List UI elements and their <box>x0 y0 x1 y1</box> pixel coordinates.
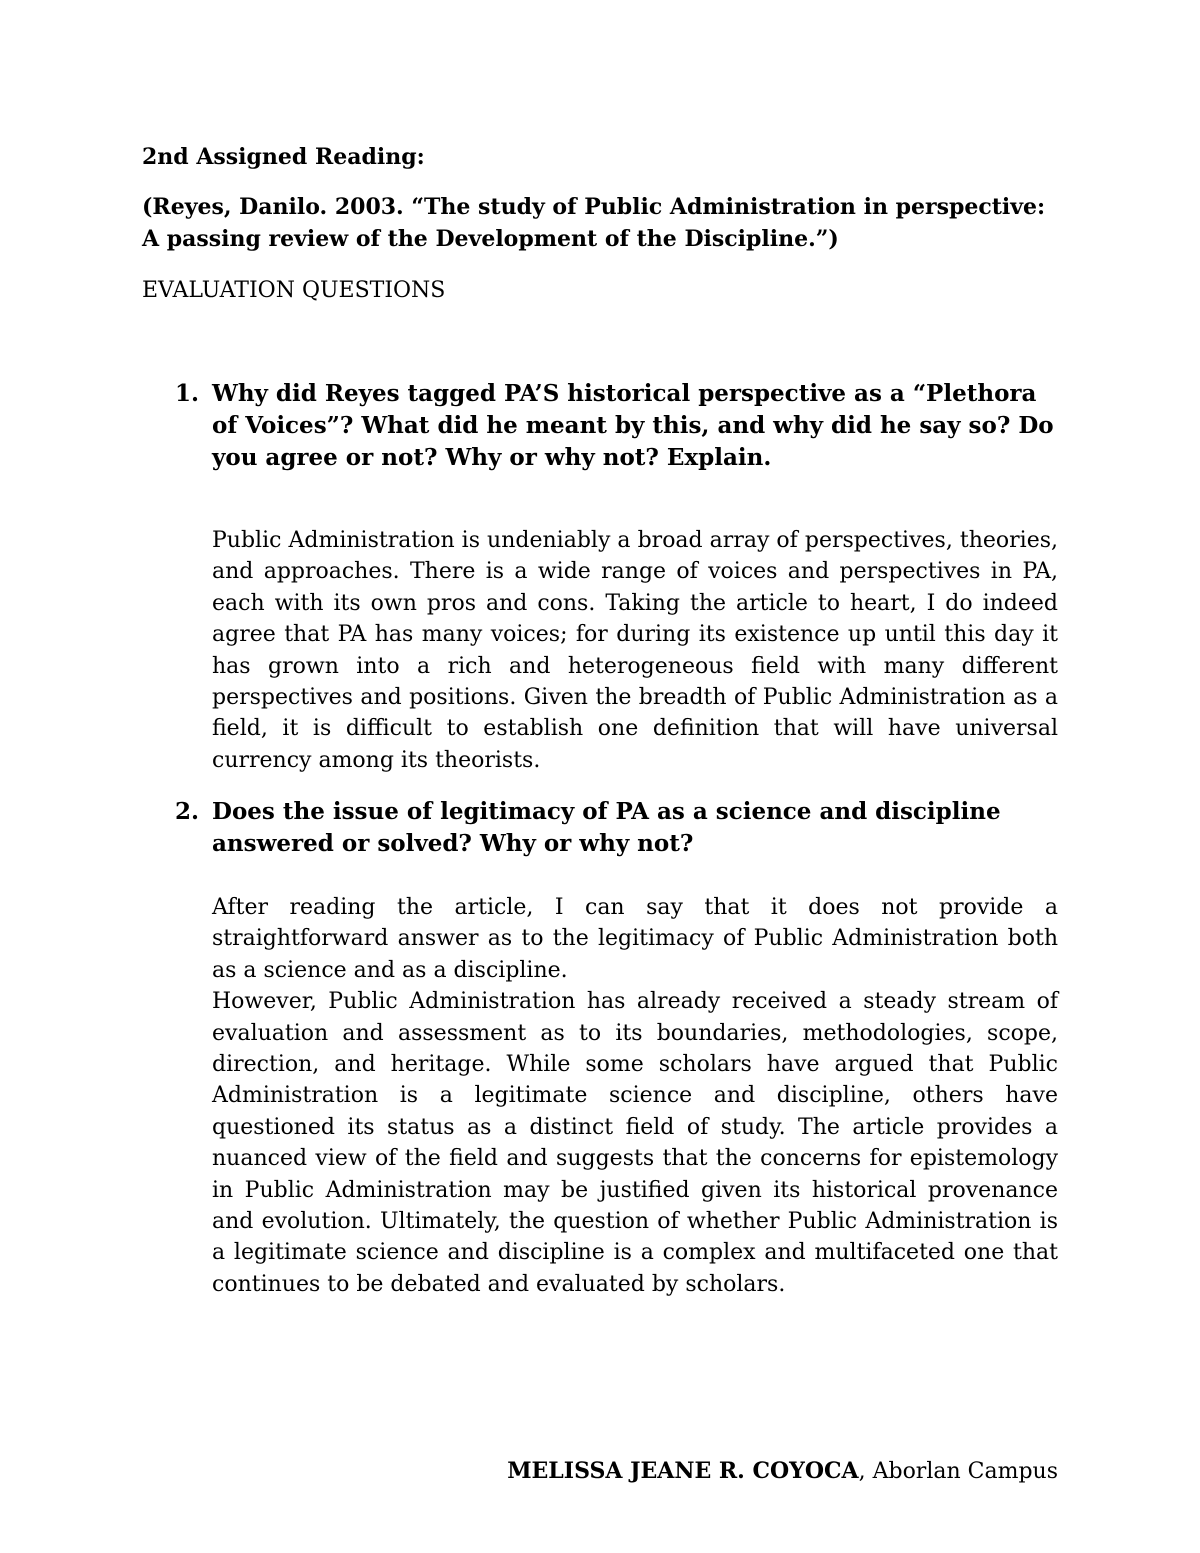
section-title: EVALUATION QUESTIONS <box>142 278 446 303</box>
question-text: Does the issue of legitimacy of PA as a science and discipline answered or solved? Why or why not? <box>212 798 1001 857</box>
question-2 <box>175 796 1060 860</box>
assigned-reading-heading: 2nd Assigned Reading: <box>142 144 425 170</box>
answer-paragraph: Public Administration is undeniably a broad array of perspectives, theories, and approaches. There is a wide range of voices and perspectives in PA, each with its own pros and cons. Taking the article to heart, I do indeed agree that PA has many voices; for during its existence up until this day it has grown into a rich and heterogeneous field with many different perspectives and positions. Given the breadth of Public Administration as a field, it is difficult to establish one definition that will have universal currency among its theorists. <box>212 528 1058 773</box>
answer-1 <box>212 525 1058 776</box>
author-name: MELISSA JEANE R. COYOCA <box>507 1458 859 1484</box>
question-number: 1. <box>175 380 200 407</box>
answer-paragraph: However, Public Administration has already received a steady stream of evaluation and assessment as to its boundaries, methodologies, scope, direction, and heritage. While some scholars have argued that Public Administration is a legitimate science and discipline, others have questioned its status as a distinct field of study. The article provides a nuanced view of the field and suggests that the concerns for epistemology in Public Administration may be justified given its historical provenance and evolution. Ultimately, the question of whether Public Administration is a legitimate science and discipline is a complex and multifaceted one that continues to be debated and evaluated by scholars. <box>212 989 1058 1297</box>
answer-2 <box>212 892 1058 1300</box>
question-text: Why did Reyes tagged PA’S historical perspective as a “Plethora of Voices”? What did he meant by this, and why did he say so? Do you agree or not? Why or why not? Explain. <box>212 380 1054 471</box>
author-campus: , Aborlan Campus <box>858 1459 1058 1484</box>
author-signature <box>507 1455 1058 1488</box>
question-number: 2. <box>175 798 200 825</box>
reading-citation: (Reyes, Danilo. 2003. “The study of Public Administration in perspective: A passing review of the Development of the Discipline.”) <box>142 194 1046 252</box>
answer-paragraph: After reading the article, I can say that it does not provide a straightforward answer as to the legitimacy of Public Administration both as a science and as a discipline. <box>212 895 1058 983</box>
question-1 <box>175 378 1060 474</box>
